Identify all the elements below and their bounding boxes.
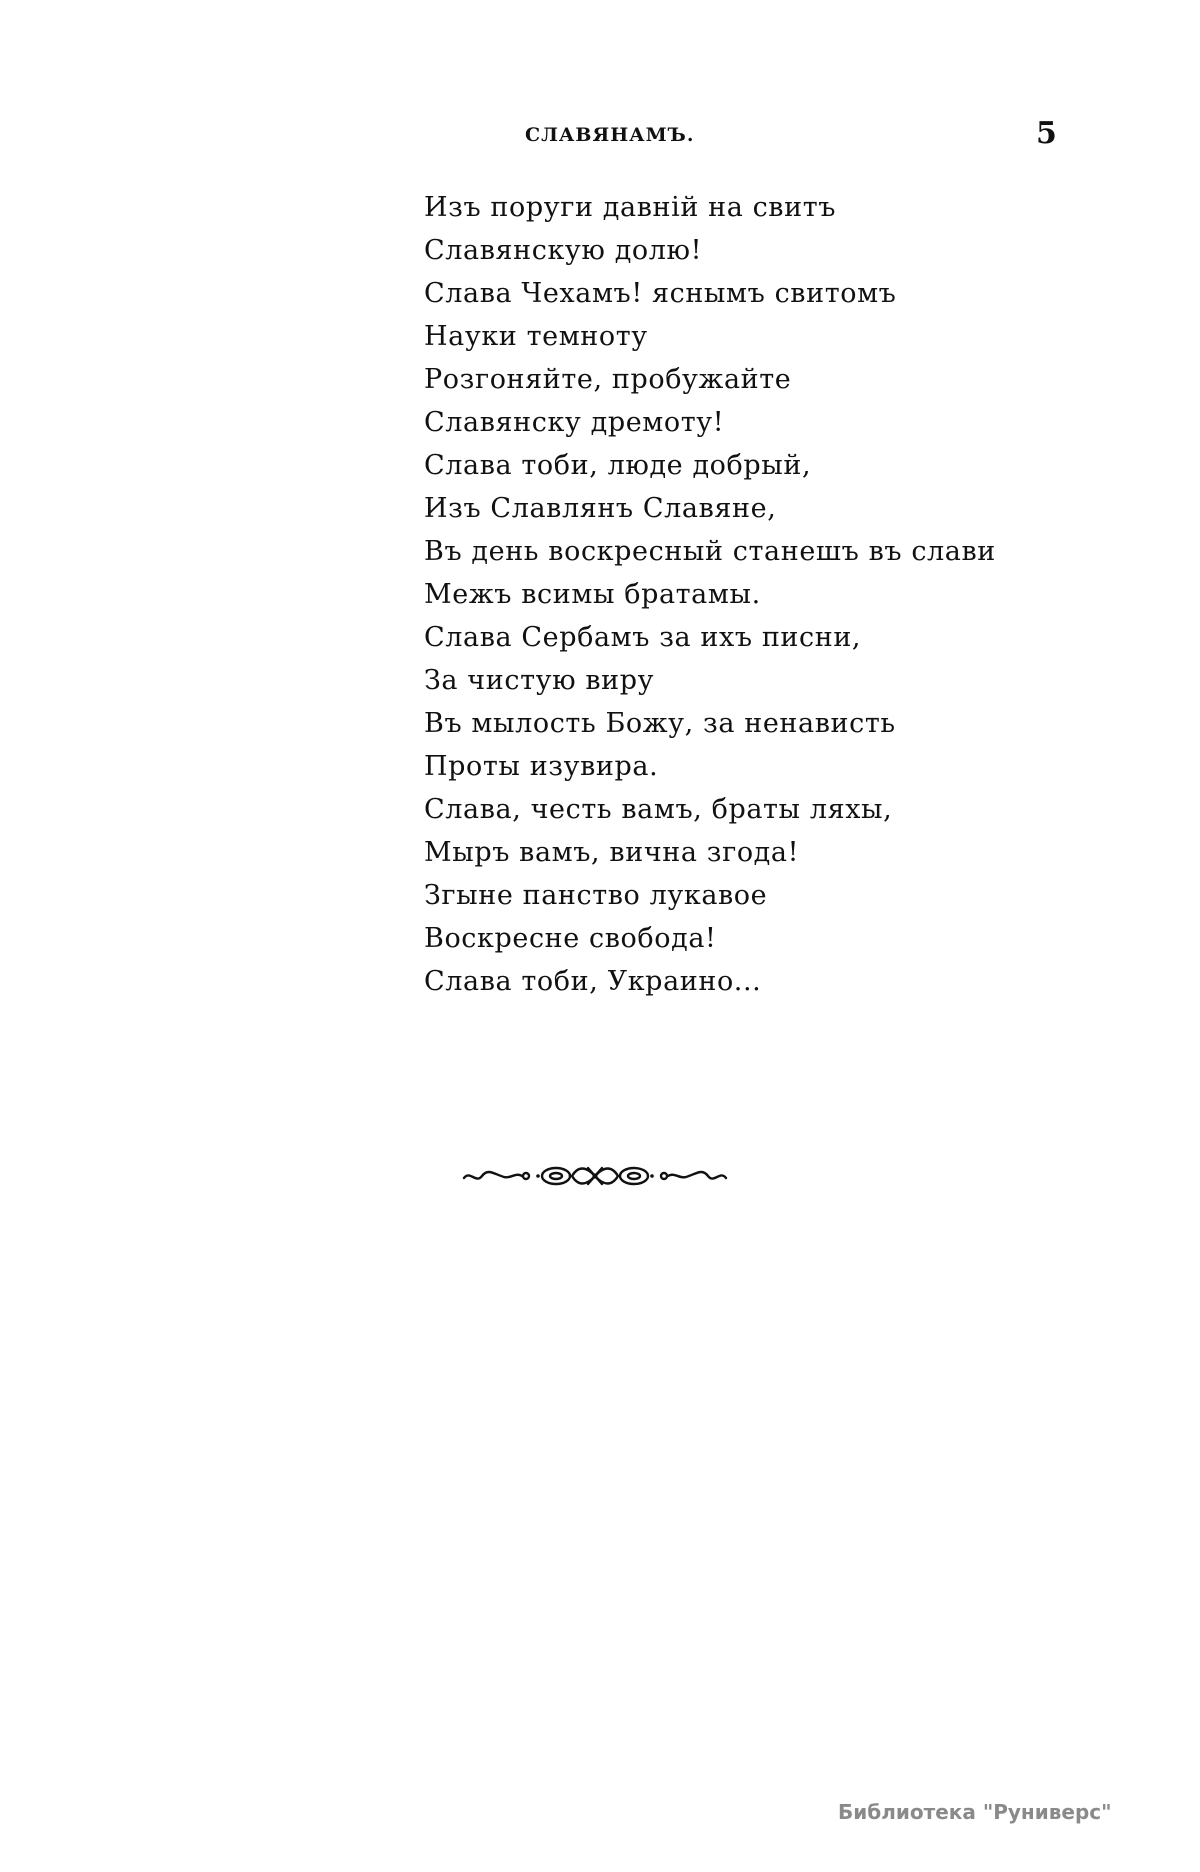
running-title: СЛАВЯНАМЪ. [525, 124, 695, 146]
poem-line: Въ мылость Божу, за ненависть [424, 708, 896, 739]
poem-line: Изъ поруги давній на свитъ [424, 192, 837, 223]
poem-line: Славянску дремоту! [424, 407, 725, 438]
poem-line: Межъ всимы братамы. [424, 579, 761, 610]
poem-line: Розгоняйте, пробужайте [424, 364, 792, 395]
poem-text [424, 186, 996, 1003]
library-watermark: Библиотека "Руниверс" [838, 1800, 1112, 1824]
page-number: 5 [1036, 116, 1057, 151]
poem-line: Науки темноту [424, 321, 648, 352]
poem-line: Въ день воскресный станешъ въ слави [424, 536, 996, 567]
poem-line: Славянскую долю! [424, 235, 703, 266]
poem-line: Воскресне свобода! [424, 923, 717, 954]
poem-line: Изъ Славлянъ Славяне, [424, 493, 777, 524]
poem-line: Слава, честь вамъ, браты ляхы, [424, 794, 893, 825]
poem-line: Згыне панство лукавое [424, 880, 768, 911]
flourish-ornament-icon [460, 1160, 730, 1192]
poem-line: Слава Чехамъ! яснымъ свитомъ [424, 278, 897, 309]
poem-line: Слава Сербамъ за ихъ писни, [424, 622, 862, 653]
poem-line: Слава тоби, Украино... [424, 966, 762, 997]
poem-line: За чистую виру [424, 665, 655, 696]
poem-line: Проты изувира. [424, 751, 659, 782]
poem-line: Слава тоби, люде добрый, [424, 450, 812, 481]
poem-line: Мыръ вамъ, вична згода! [424, 837, 800, 868]
